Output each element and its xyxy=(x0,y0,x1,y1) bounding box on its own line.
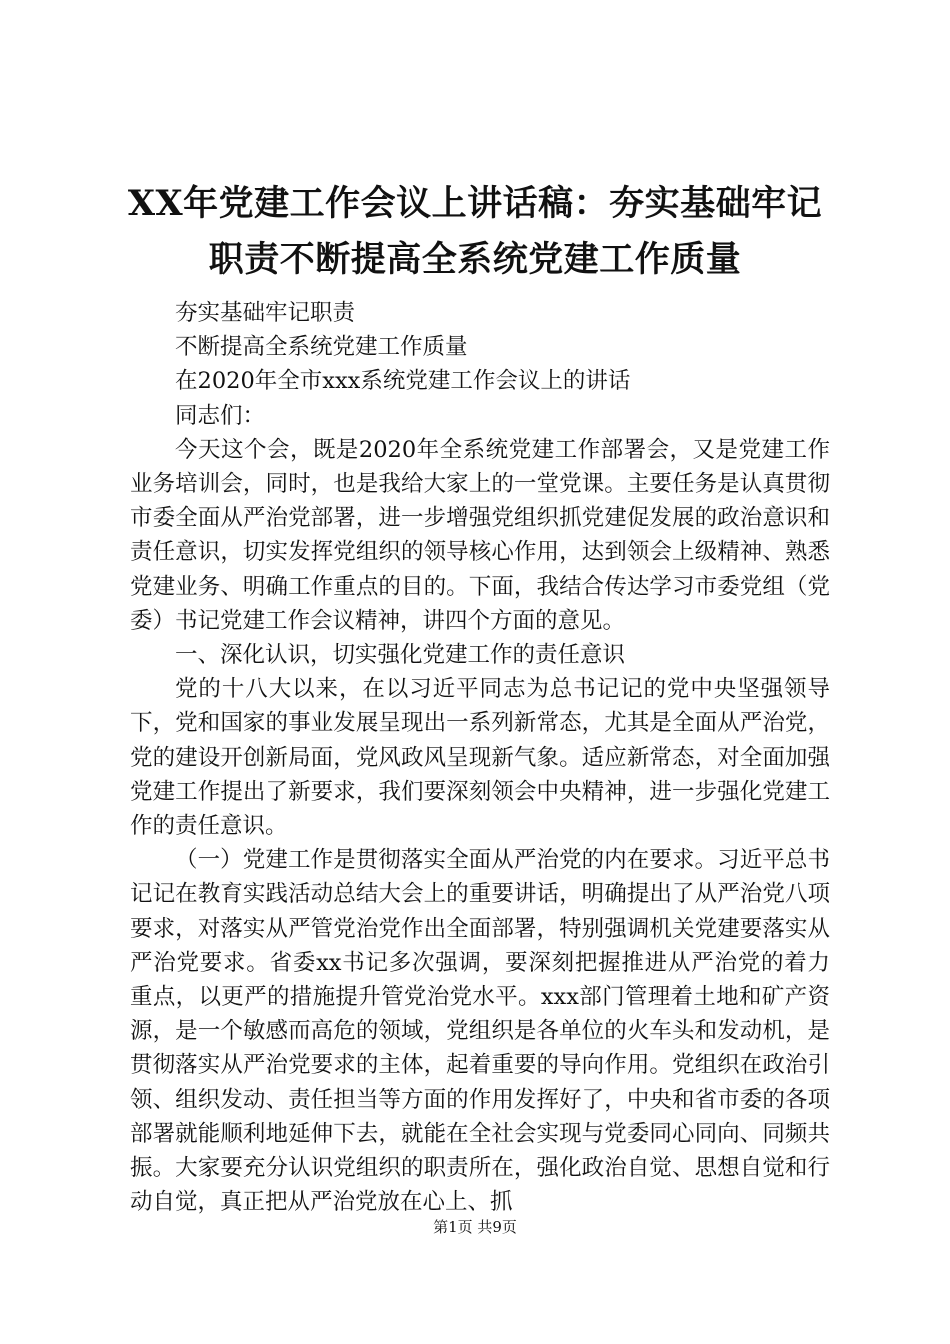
subtitle-line-2: 不断提高全系统党建工作质量 xyxy=(175,334,468,361)
page-footer: 第1页 共9页 xyxy=(433,1218,517,1236)
body-paragraph: 今天这个会，既是2020年全系统党建工作部署会，又是党建工作业务培训会，同时，也是我给大家上的一堂党课。主要任务是认真贯彻市委全面从严治党部署，进一步增强党组织抓党建促发展的政治意识和责任意识，切实发挥党组织的领导核心作用，达到领会上级精神、熟悉党建业务、明确工作重点的目的。下面，我结合传达学习市委党组（党委）书记党建工作会议精神，讲四个方面的意见。 xyxy=(130,436,830,634)
document-body xyxy=(130,296,830,1219)
title-line-2: 职责不断提高全系统党建工作质量 xyxy=(208,239,742,280)
title-line-1: XX年党建工作会议上讲话稿：夯实基础牢记 xyxy=(127,183,823,224)
speech-occasion: 在2020年全市xxx系统党建工作会议上的讲话 xyxy=(175,368,631,395)
body-paragraph: （一）党建工作是贯彻落实全面从严治党的内在要求。习近平总书记记在教育实践活动总结大会上的重要讲话，明确提出了从严治党八项要求，对落实从严管党治党作出全面部署，特别强调机关党建要落实从严治党要求。省委xx书记多次强调，要深刻把握推进从严治党的着力重点，以更严的措施提升管党治党水平。xxx部门管理着土地和矿产资源，是一个敏感而高危的领域，党组织是各单位的火车头和发动机，是贯彻落实从严治党要求的主体，起着重要的导向作用。党组织在政治引领、组织发动、责任担当等方面的作用发挥好了，中央和省市委的各项部署就能顺利地延伸下去，就能在全社会实现与党委同心同向、同频共振。大家要充分认识党组织的职责所在，强化政治自觉、思想自觉和行动自觉，真正把从严治党放在心上、抓 xyxy=(130,847,830,1216)
salutation: 同志们： xyxy=(175,402,266,429)
document-title xyxy=(100,176,850,288)
section-heading: 一、深化认识，切实强化党建工作的责任意识 xyxy=(175,642,626,669)
subtitle-line-1: 夯实基础牢记职责 xyxy=(175,300,356,326)
body-paragraph: 党的十八大以来，在以习近平同志为总书记记的党中央坚强领导下，党和国家的事业发展呈现出一系列新常态，尤其是全面从严治党，党的建设开创新局面，党风政风呈现新气象。适应新常态，对全面加强党建工作提出了新要求，我们要深刻领会中央精神，进一步强化党建工作的责任意识。 xyxy=(130,676,830,840)
